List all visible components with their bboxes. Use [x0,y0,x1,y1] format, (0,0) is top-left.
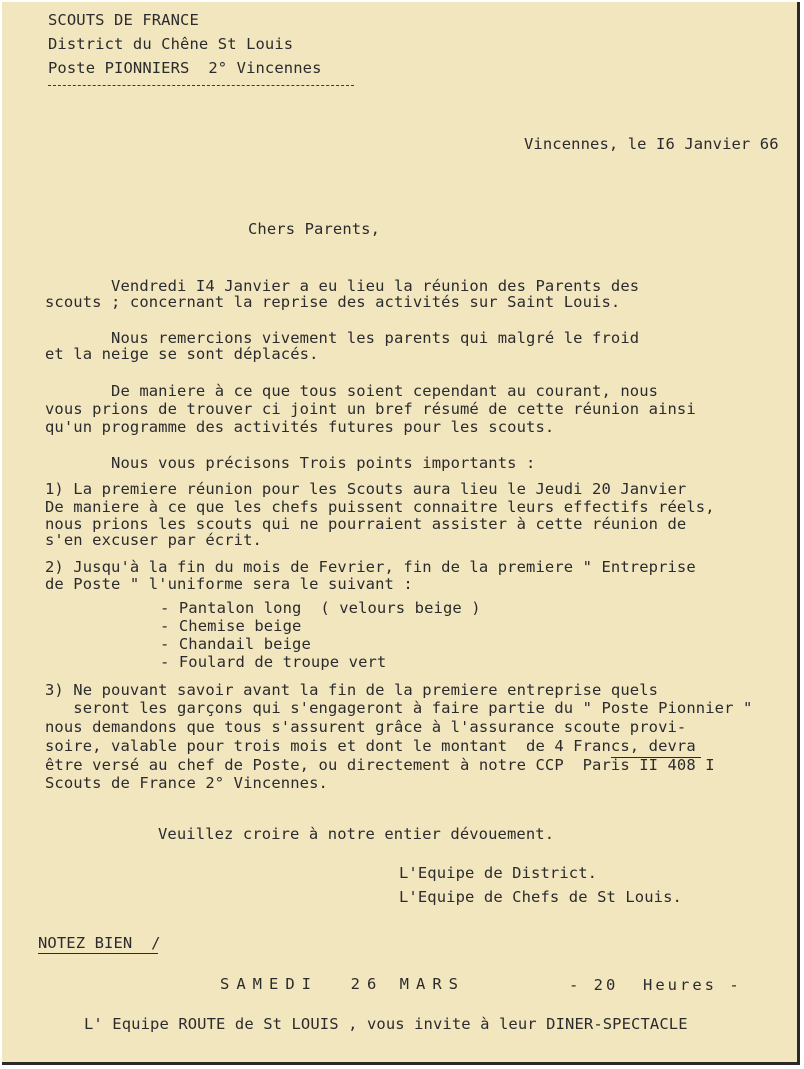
point-3-line: seront les garçons qui s'engageront à faire partie du " Poste Pionnier " [45,699,753,717]
paragraph-line: vous prions de trouver ci joint un bref résumé de cette réunion ainsi [45,400,696,418]
point-3-line: Scouts de France 2° Vincennes. [45,774,328,792]
uniform-item: - Chandail beige [160,635,311,653]
point-3-line: soire, valable pour trois mois et dont le montant de 4 Francs, devra [45,737,696,755]
event-date: SAMEDI 26 MARS [220,975,465,993]
point-2-line: 2) Jusqu'à la fin du mois de Fevrier, fin de la premiere " Entreprise [45,558,696,576]
point-1-line: s'en excuser par écrit. [45,531,262,549]
paragraph-line: Vendredi I4 Janvier a eu lieu la réunion des Parents des [45,277,640,295]
point-2-line: de Poste " l'uniforme sera le suivant : [45,575,413,593]
salutation: Chers Parents, [248,220,381,238]
event-time: - 20 Heures - [569,976,742,994]
letterhead-district: District du Chêne St Louis [48,35,294,53]
letterhead-org: SCOUTS DE FRANCE [48,11,199,29]
paragraph-line: et la neige se sont déplacés. [45,345,319,363]
letter-page [2,2,800,1065]
date-line: Vincennes, le I6 Janvier 66 [524,135,779,153]
uniform-item: - Chemise beige [160,617,302,635]
point-3-line: nous demandons que tous s'assurent grâce à l'assurance scoute provi- [45,718,687,736]
event-invite: L' Equipe ROUTE de St LOUIS , vous invite à leur DINER-SPECTACLE [84,1015,688,1033]
paragraph-line: De maniere à ce que tous soient cependant au courant, nous [45,382,659,400]
point-3-line: 3) Ne pouvant savoir avant la fin de la premiere entreprise quels [45,681,659,699]
signature-line: L'Equipe de District. [399,864,598,882]
uniform-item: - Pantalon long ( velours beige ) [160,599,481,617]
notez-underline [38,953,158,954]
signature-line: L'Equipe de Chefs de St Louis. [399,888,682,906]
paragraph-line: Nous vous précisons Trois points importants : [45,454,536,472]
point-1-line: 1) La premiere réunion pour les Scouts aura lieu le Jeudi 20 Janvier [45,480,687,498]
closing: Veuillez croire à notre entier dévouement. [158,825,555,843]
point-1-line: nous prions les scouts qui ne pourraient assister à cette réunion de [45,515,687,533]
notez-bien: NOTEZ BIEN / [38,934,161,952]
letterhead-post: Poste PIONNIERS 2° Vincennes [48,59,322,77]
uniform-item: - Foulard de troupe vert [160,653,387,671]
paragraph-line: qu'un programme des activités futures pour les scouts. [45,418,555,436]
letterhead-divider [48,85,354,86]
paragraph-line: scouts ; concernant la reprise des activités sur Saint Louis. [45,293,621,311]
paragraph-line: Nous remercions vivement les parents qui malgré le froid [45,329,640,347]
point-1-line: De maniere à ce que les chefs puissent connaitre leurs effectifs réels, [45,498,715,516]
point-3-line: être versé au chef de Poste, ou directement à notre CCP Paris II 408 I [45,756,715,774]
